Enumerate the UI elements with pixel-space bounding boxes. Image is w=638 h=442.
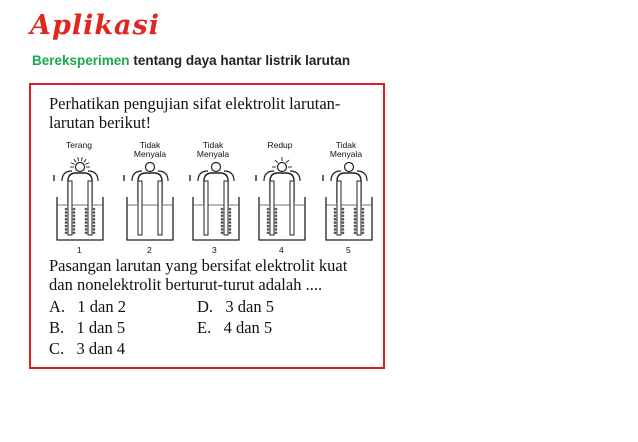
apparatus-5-bubble	[354, 208, 357, 211]
apparatus-5-bubble	[354, 218, 357, 221]
apparatus-5-wire-right	[357, 171, 367, 181]
apparatus-2-electrode	[138, 181, 142, 235]
option-b-letter: B.	[49, 318, 65, 337]
apparatus-4-bubble	[267, 225, 270, 228]
apparatus-1-beaker	[57, 197, 103, 240]
apparatus-4-bubble	[275, 225, 278, 228]
apparatus-5-bubble	[334, 228, 337, 231]
apparatus-label-3: Tidak Menyala	[196, 140, 230, 159]
apparatus-4-bubble	[275, 221, 278, 224]
apparatus-1-wire-right	[88, 171, 98, 181]
apparatus-2-wire-left	[132, 171, 142, 181]
apparatus-1-bubble	[85, 211, 88, 214]
apparatus-5-bubble	[334, 232, 337, 235]
apparatus-4-bubble	[267, 211, 270, 214]
apparatus-1-lamp-ray	[71, 163, 75, 165]
apparatus-5-bubble	[342, 228, 345, 231]
option-c-text: 3 dan 4	[76, 339, 126, 358]
apparatus-5-bubble	[342, 208, 345, 211]
question-card	[29, 83, 385, 369]
option-a[interactable]	[49, 297, 126, 317]
option-e-text: 4 dan 5	[223, 318, 273, 337]
apparatus-1-bubble	[93, 218, 96, 221]
question-prompt-line2: dan nonelektrolit berturut-turut adalah ....	[49, 275, 323, 294]
apparatus-4-wire-right	[290, 171, 300, 181]
apparatus-4-bubble	[267, 228, 270, 231]
apparatus-5-bubble	[354, 228, 357, 231]
apparatus-number-4: 4	[279, 245, 284, 255]
apparatus-1-bubble	[65, 221, 68, 224]
apparatus-label-2: Tidak Menyala	[133, 140, 167, 159]
apparatus-4-beaker	[259, 197, 305, 240]
subtitle-highlight: Bereksperimen	[32, 53, 130, 68]
apparatus-5-bubble	[354, 211, 357, 214]
apparatus-5-bubble	[334, 225, 337, 228]
apparatus-1-electrode	[68, 181, 72, 235]
apparatus-4-bubble	[275, 208, 278, 211]
apparatus-5-wire-left	[331, 171, 341, 181]
apparatus-1-bubble	[93, 228, 96, 231]
apparatus-3-bubble	[229, 228, 232, 231]
apparatus-5-electrode	[357, 181, 361, 235]
apparatus-5-bubble	[362, 221, 365, 224]
apparatus-5-bubble	[342, 215, 345, 218]
apparatus-5-bubble	[334, 218, 337, 221]
apparatus-5-bubble	[354, 221, 357, 224]
apparatus-5-bubble	[342, 232, 345, 235]
subtitle-rest: tentang daya hantar listrik larutan	[133, 53, 351, 68]
apparatus-1-bubble	[85, 228, 88, 231]
apparatus-3-bubble	[229, 208, 232, 211]
question-intro-line1: Perhatikan pengujian sifat elektrolit larutan-	[49, 94, 341, 113]
apparatus-1-bubble	[73, 221, 76, 224]
option-a-text: 1 dan 2	[77, 297, 126, 316]
apparatus-5-bubble	[362, 215, 365, 218]
apparatus-3-bubble	[221, 232, 224, 235]
option-e-letter: E.	[197, 318, 212, 337]
option-b-text: 1 dan 5	[76, 318, 126, 337]
apparatus-5-bubble	[334, 211, 337, 214]
apparatus-2-lamp-icon	[146, 163, 155, 172]
apparatus-1-wire-left	[62, 171, 72, 181]
apparatus-1-bubble	[65, 218, 68, 221]
apparatus-1-bubble	[93, 208, 96, 211]
apparatus-4-bubble	[267, 208, 270, 211]
apparatus-1-bubble	[85, 225, 88, 228]
apparatus-5-bubble	[342, 225, 345, 228]
apparatus-1-lamp-ray	[81, 157, 82, 161]
apparatus-5-bubble	[342, 218, 345, 221]
apparatus-4-bubble	[267, 221, 270, 224]
apparatus-5-bubble	[334, 208, 337, 211]
apparatus-3-bubble	[221, 211, 224, 214]
apparatus-3-wire-left	[198, 171, 208, 181]
apparatus-3-wire-right	[224, 171, 234, 181]
apparatus-3-bubble	[221, 218, 224, 221]
slide-subtitle	[32, 53, 350, 68]
apparatus-5-bubble	[362, 218, 365, 221]
apparatus-3-lamp-icon	[212, 163, 221, 172]
option-c[interactable]	[49, 339, 125, 359]
apparatus-5-bubble	[362, 228, 365, 231]
apparatus-3-bubble	[229, 232, 232, 235]
apparatus-2-electrode	[158, 181, 162, 235]
apparatus-4-lamp-icon	[278, 163, 287, 172]
apparatus-2-wire-right	[158, 171, 168, 181]
apparatus-4-bubble	[275, 215, 278, 218]
apparatus-1-bubble	[73, 208, 76, 211]
apparatus-1-bubble	[73, 211, 76, 214]
apparatus-3-bubble	[229, 225, 232, 228]
option-e[interactable]	[197, 318, 272, 338]
apparatus-3-bubble	[229, 221, 232, 224]
apparatus-1-bubble	[65, 208, 68, 211]
apparatus-1-bubble	[93, 211, 96, 214]
apparatus-label-5: Tidak Menyala	[329, 140, 363, 159]
apparatus-5-bubble	[362, 208, 365, 211]
apparatus-1-electrode	[88, 181, 92, 235]
apparatus-5-electrode	[337, 181, 341, 235]
apparatus-number-5: 5	[346, 245, 351, 255]
apparatus-4-electrode	[270, 181, 274, 235]
apparatus-3-bubble	[221, 225, 224, 228]
apparatus-3-bubble	[221, 221, 224, 224]
apparatus-1-lamp-ray	[85, 163, 89, 165]
apparatus-4-bubble	[275, 211, 278, 214]
apparatus-2-beaker	[127, 197, 173, 240]
apparatus-3-bubble	[229, 211, 232, 214]
apparatus-3-bubble	[221, 215, 224, 218]
apparatus-1-bubble	[93, 221, 96, 224]
apparatus-3-bubble	[221, 228, 224, 231]
apparatus-4-bubble	[267, 232, 270, 235]
option-d-text: 3 dan 5	[225, 297, 274, 316]
apparatus-5-bubble	[342, 211, 345, 214]
apparatus-4-bubble	[275, 232, 278, 235]
apparatus-3-electrode	[204, 181, 208, 235]
apparatus-1-bubble	[73, 232, 76, 235]
apparatus-4-bubble	[275, 228, 278, 231]
option-c-letter: C.	[49, 339, 65, 358]
option-b[interactable]	[49, 318, 125, 338]
apparatus-number-1: 1	[77, 245, 82, 255]
apparatus-label-4: Redup	[267, 140, 293, 150]
apparatus-label-1: Terang	[66, 140, 92, 150]
apparatus-1-bubble	[93, 225, 96, 228]
apparatus-3-electrode	[224, 181, 228, 235]
apparatus-4-electrode	[290, 181, 294, 235]
apparatus-5-bubble	[354, 215, 357, 218]
slide-title: Aplikasi	[30, 10, 161, 41]
apparatus-1-lamp-ray	[74, 159, 76, 162]
apparatus-1-bubble	[65, 225, 68, 228]
apparatus-1-bubble	[65, 211, 68, 214]
apparatus-1-bubble	[93, 215, 96, 218]
apparatus-1-bubble	[85, 218, 88, 221]
apparatus-4-bubble	[267, 215, 270, 218]
apparatus-1-bubble	[73, 228, 76, 231]
apparatus-5-bubble	[362, 232, 365, 235]
apparatus-5-bubble	[354, 225, 357, 228]
apparatus-4-lamp-ray	[275, 160, 278, 163]
apparatus-3-beaker	[193, 197, 239, 240]
apparatus-1-lamp-ray	[84, 159, 86, 162]
apparatus-1-bubble	[85, 221, 88, 224]
apparatus-1-bubble	[85, 215, 88, 218]
apparatus-5-bubble	[362, 225, 365, 228]
apparatus-4-bubble	[267, 218, 270, 221]
apparatus-3-bubble	[229, 218, 232, 221]
apparatus-1-bubble	[85, 232, 88, 235]
apparatus-5-bubble	[334, 215, 337, 218]
apparatus-1-bubble	[65, 215, 68, 218]
question-intro-line2: larutan berikut!	[49, 113, 152, 132]
apparatus-5-bubble	[354, 232, 357, 235]
apparatus-1-bubble	[65, 228, 68, 231]
apparatus-1-bubble	[85, 208, 88, 211]
apparatus-5-beaker	[326, 197, 372, 240]
question-prompt-line1: Pasangan larutan yang bersifat elektrolit kuat	[49, 256, 348, 275]
apparatus-1-bubble	[73, 215, 76, 218]
option-a-letter: A.	[49, 297, 66, 316]
apparatus-4-lamp-ray	[286, 160, 289, 163]
apparatus-1-bubble	[73, 225, 76, 228]
apparatus-1-bubble	[65, 232, 68, 235]
apparatus-4-bubble	[275, 218, 278, 221]
option-d[interactable]	[197, 297, 274, 317]
apparatus-5-lamp-icon	[345, 163, 354, 172]
apparatus-5-bubble	[362, 211, 365, 214]
apparatus-1-lamp-icon	[76, 163, 85, 172]
apparatus-5-bubble	[342, 221, 345, 224]
option-d-letter: D.	[197, 297, 214, 316]
apparatus-5-bubble	[334, 221, 337, 224]
apparatus-number-2: 2	[147, 245, 152, 255]
apparatus-3-bubble	[221, 208, 224, 211]
apparatus-4-wire-left	[264, 171, 274, 181]
apparatus-1-bubble	[93, 232, 96, 235]
apparatus-number-3: 3	[212, 245, 217, 255]
apparatus-1-bubble	[73, 218, 76, 221]
apparatus-3-bubble	[229, 215, 232, 218]
apparatus-1-lamp-ray	[78, 157, 79, 161]
